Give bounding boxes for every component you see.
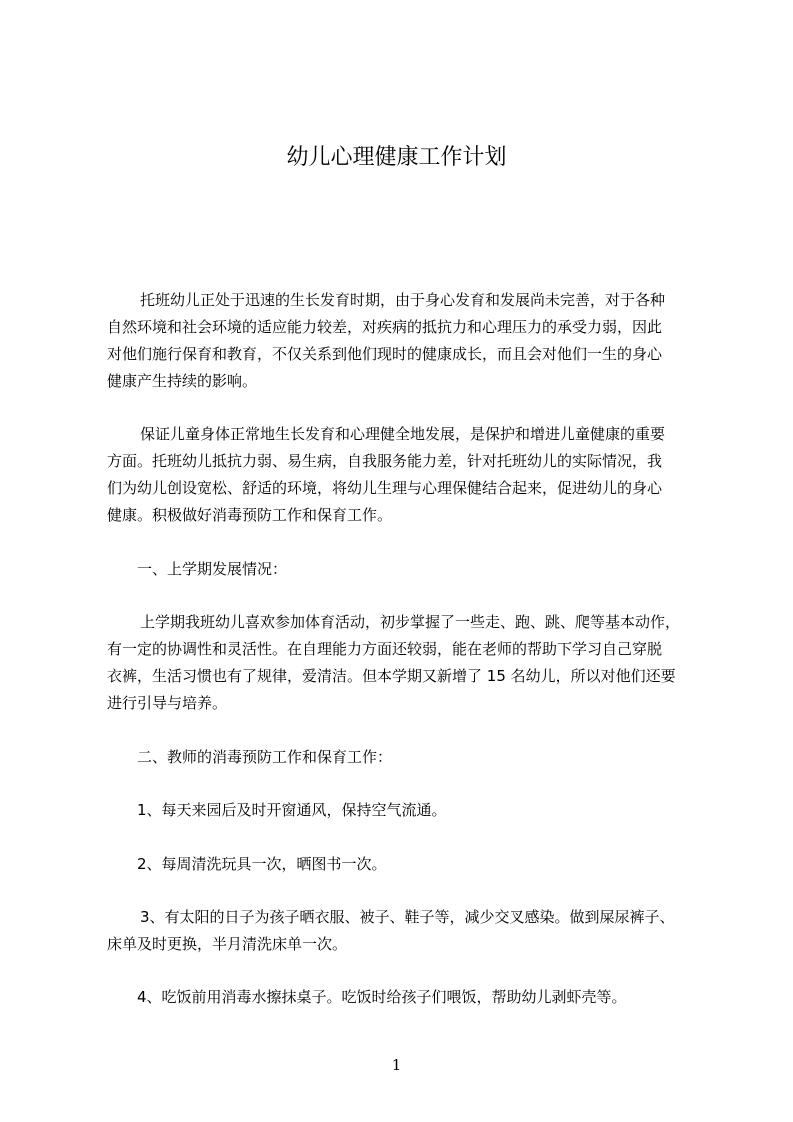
- paragraph-line: 健康。积极做好消毒预防工作和保育工作。: [107, 506, 393, 524]
- section-heading: 一、上学期发展情况：: [137, 560, 288, 578]
- paragraph-line: 自然环境和社会环境的适应能力较差，对疾病的抵抗力和心理压力的承受力弱，因此: [107, 318, 663, 336]
- paragraph-line: 有一定的协调性和灵活性。在自理能力方面还较弱，能在老师的帮助下学习自己穿脱: [107, 640, 663, 658]
- paragraph-line: 保证儿童身体正常地生长发育和心理健全地发展，是保护和增进儿童健康的重要: [140, 425, 666, 443]
- paragraph-line: 衣裤，生活习惯也有了规律，爱清洁。但本学期又新增了 15 名幼儿，所以对他们还要: [107, 667, 676, 685]
- paragraph-line: 方面。托班幼儿抵抗力弱、易生病，自我服务能力差，针对托班幼儿的实际情况，我: [107, 452, 663, 470]
- paragraph-line: 们为幼儿创设宽松、舒适的环境，将幼儿生理与心理保健结合起来，促进幼儿的身心: [107, 479, 663, 497]
- paragraph-line: 托班幼儿正处于迅速的生长发育时期，由于身心发育和发展尚未完善，对于各种: [140, 291, 666, 309]
- page-number: 1: [391, 1056, 402, 1074]
- paragraph-line: 上学期我班幼儿喜欢参加体育活动，初步掌握了一些走、跑、跳、爬等基本动作，: [140, 613, 681, 631]
- paragraph-line: 进行引导与培养。: [107, 694, 228, 712]
- list-item-continuation: 床单及时更换，半月清洗床单一次。: [107, 935, 348, 953]
- paragraph-line: 对他们施行保育和教育，不仅关系到他们现时的健康成长，而且会对他们一生的身心: [107, 345, 663, 363]
- list-item: 3、有太阳的日子为孩子晒衣服、被子、鞋子等，减少交叉感染。做到屎尿裤子、: [140, 908, 675, 926]
- paragraph-line: 健康产生持续的影响。: [107, 372, 258, 390]
- list-item: 4、吃饭前用消毒水擦抹桌子。吃饭时给孩子们喂饭，帮助幼儿剥虾壳等。: [137, 988, 627, 1006]
- list-item: 1、每天来园后及时开窗通风，保持空气流通。: [137, 801, 447, 819]
- list-item: 2、每周清洗玩具一次，晒图书一次。: [137, 855, 387, 873]
- page-title: 幼儿心理健康工作计划: [286, 145, 507, 170]
- section-heading: 二、教师的消毒预防工作和保育工作：: [137, 748, 393, 766]
